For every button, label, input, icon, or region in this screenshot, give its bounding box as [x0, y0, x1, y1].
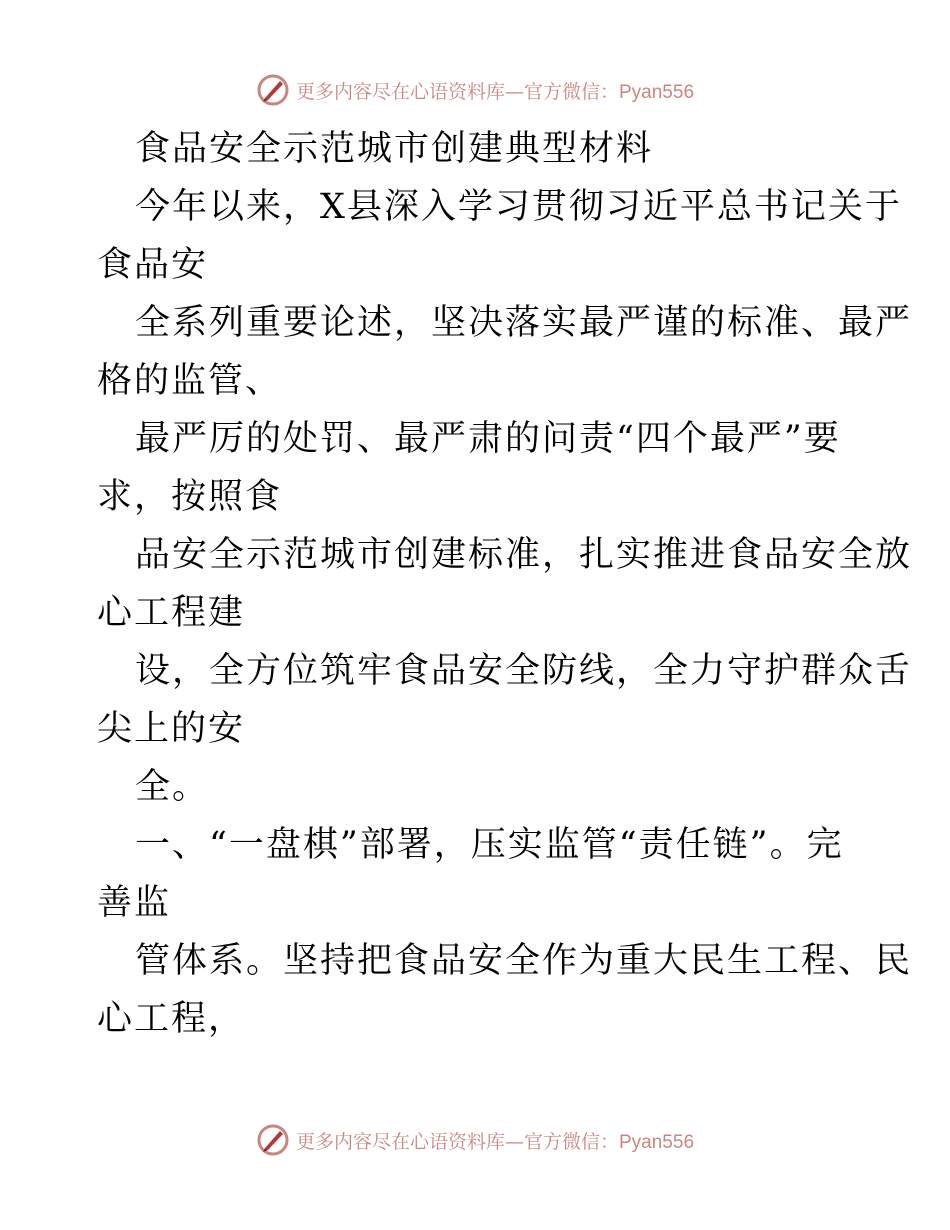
- text-line: 尖上的安: [97, 709, 246, 749]
- text-line: 心工程，: [97, 999, 246, 1039]
- text-line: 格的监管、: [97, 361, 283, 401]
- quill-pen-logo-icon: [256, 73, 290, 107]
- text-line: 今年以来，X县深入学习贯彻习近平总书记关于: [135, 187, 902, 227]
- text-line: 全系列重要论述，坚决落实最严谨的标准、最严: [135, 303, 913, 343]
- text-line: 设，全方位筑牢食品安全防线，全力守护群众舌: [135, 651, 913, 691]
- text-line: 品安全示范城市创建标准，扎实推进食品安全放: [135, 535, 913, 575]
- watermark-text: 更多内容尽在心语资料库—官方微信：Pyan556: [295, 80, 695, 103]
- text-line: 心工程建: [97, 593, 246, 633]
- footer-watermark: [0, 1120, 950, 1160]
- watermark-text: 更多内容尽在心语资料库—官方微信：Pyan556: [295, 1130, 695, 1153]
- quill-pen-logo-icon: [256, 1123, 290, 1157]
- text-line: 一、“一盘棋”部署，压实监管“责任链”。完: [135, 825, 844, 865]
- text-line: 全。: [135, 767, 210, 807]
- header-watermark: [0, 70, 950, 110]
- document-body: [97, 120, 913, 1048]
- text-line: 食品安全示范城市创建典型材料: [135, 129, 654, 169]
- text-line: 最严厉的处罚、最严肃的问责“四个最严”要: [135, 419, 841, 459]
- text-line: 管体系。坚持把食品安全作为重大民生工程、民: [135, 941, 913, 981]
- text-line: 善监: [97, 883, 172, 923]
- text-line: 求，按照食: [97, 477, 283, 517]
- text-line: 食品安: [97, 245, 209, 285]
